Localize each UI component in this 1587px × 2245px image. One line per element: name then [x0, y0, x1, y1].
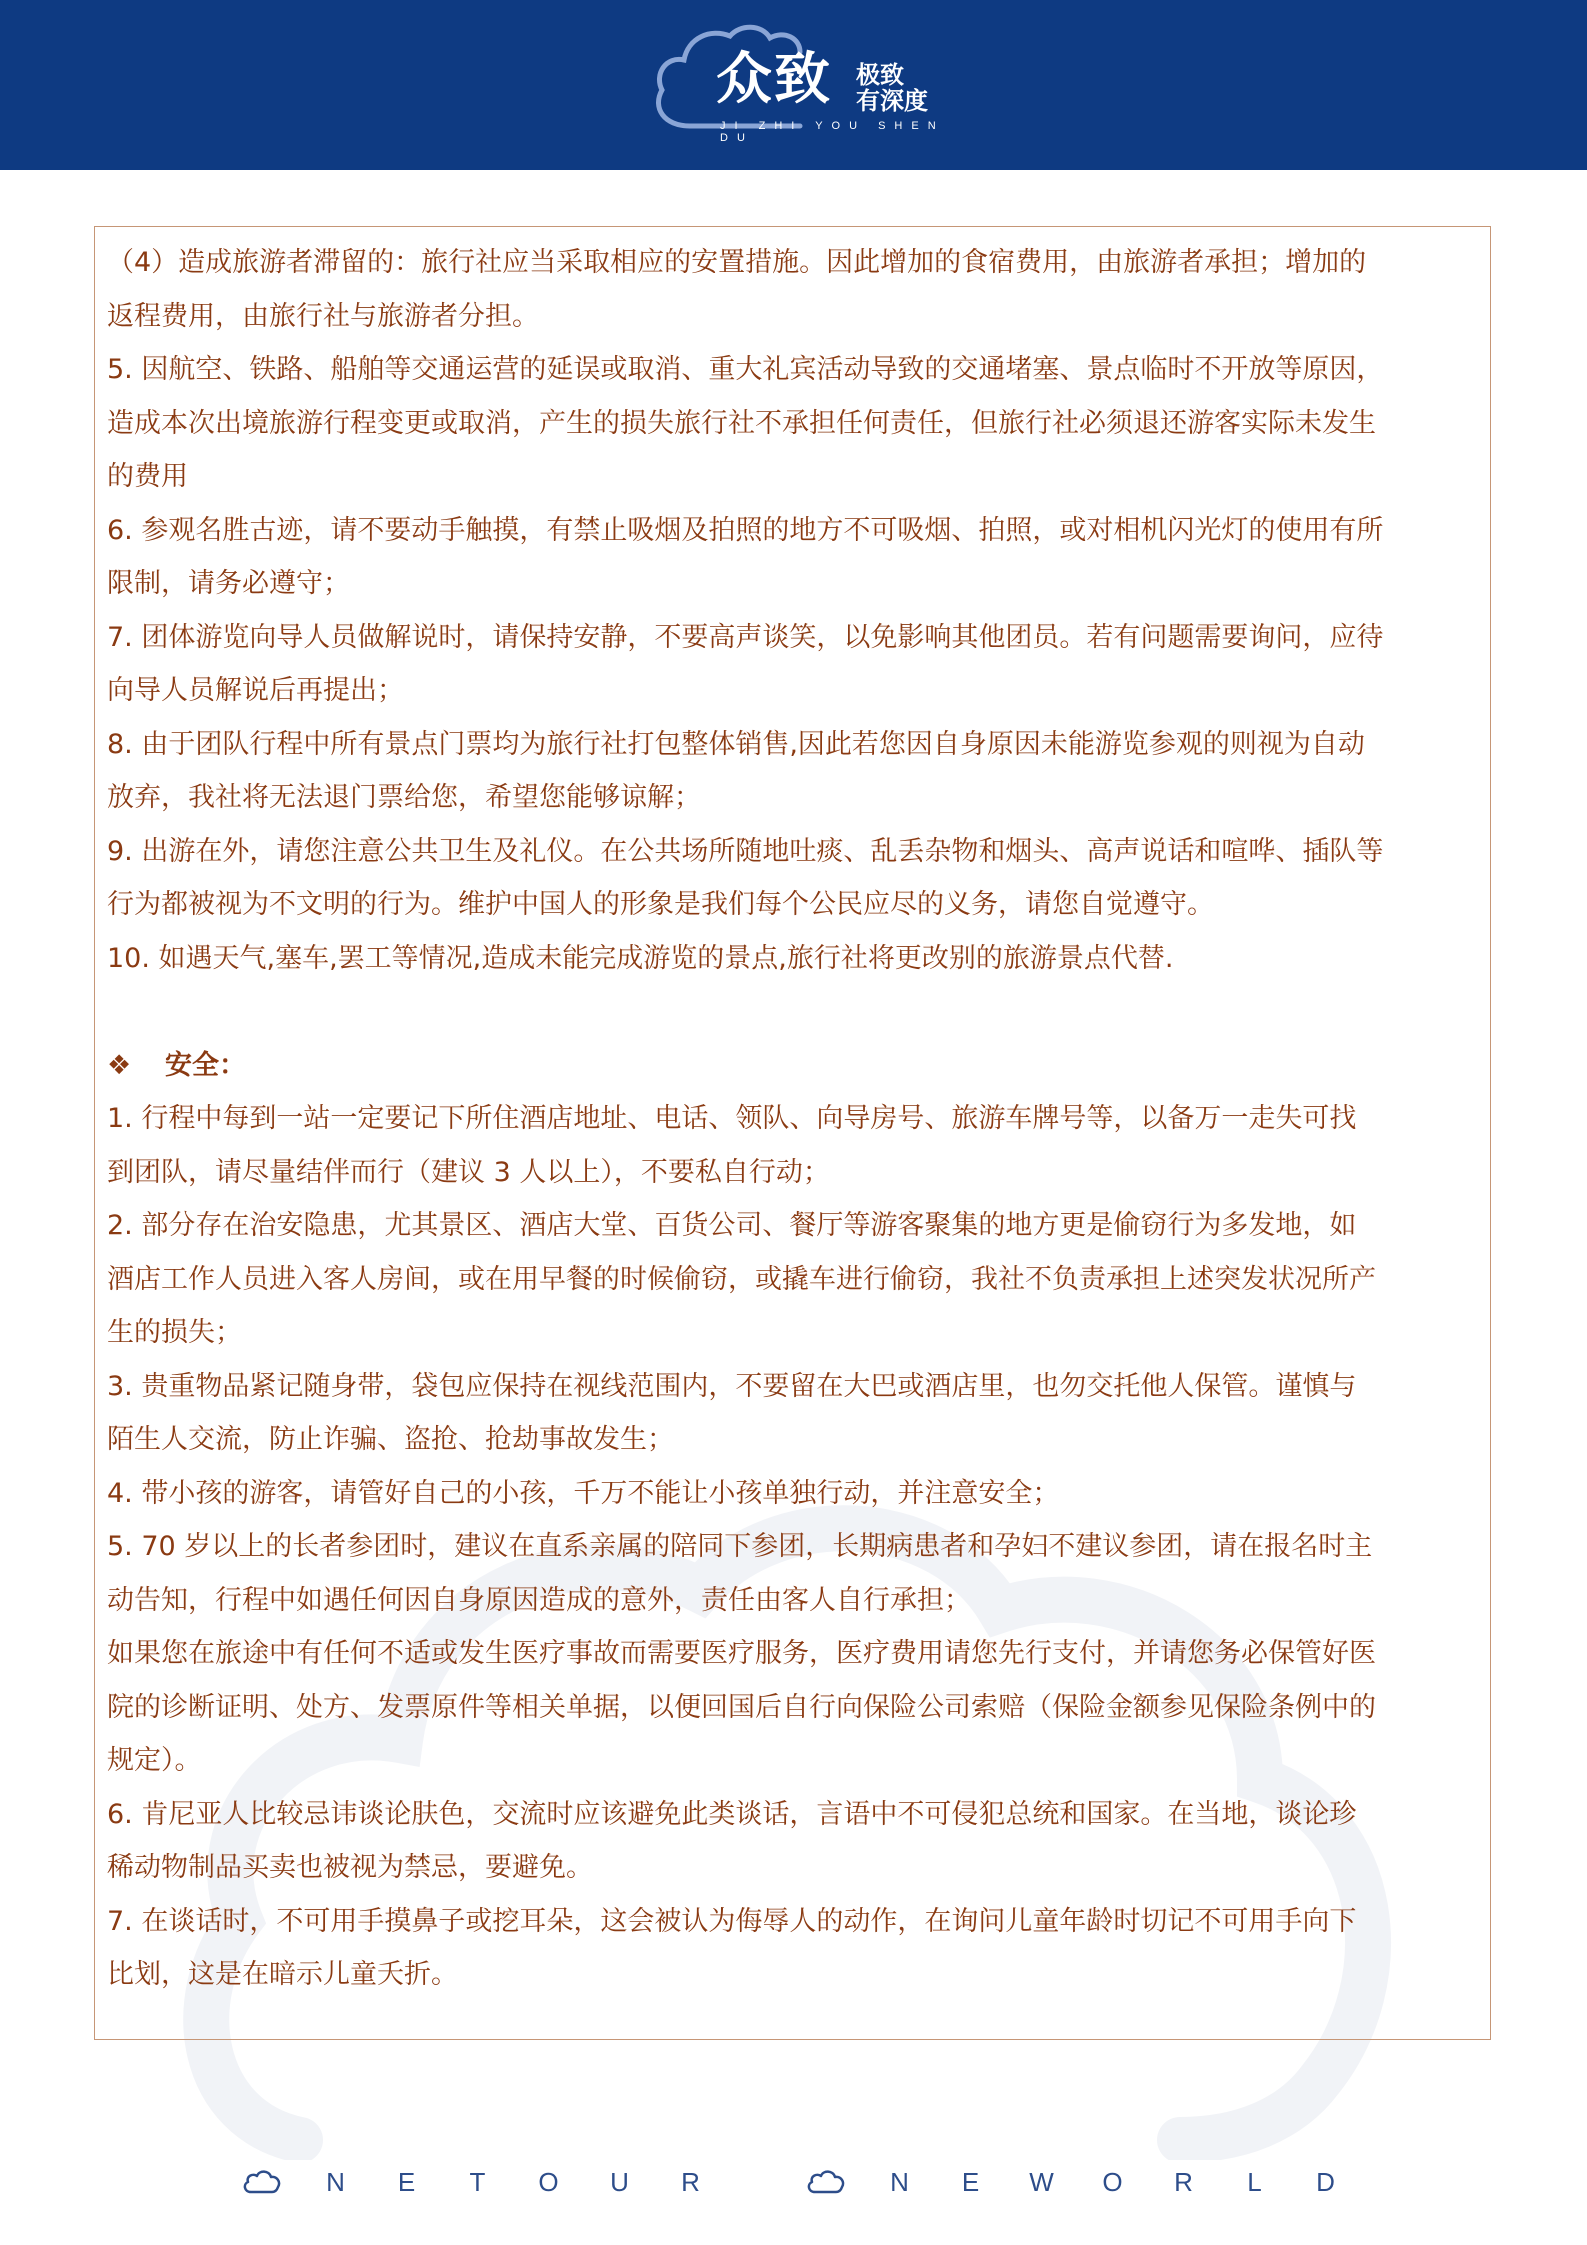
page-footer — [0, 2152, 1587, 2212]
text-line: 7. 在谈话时，不可用手摸鼻子或挖耳朵，这会被认为侮辱人的动作，在询问儿童年龄时切记不可用手向下 — [107, 1905, 1357, 1937]
general-notes — [107, 236, 1487, 985]
text-line: 限制，请务必遵守； — [107, 568, 350, 599]
text-line: 造成本次出境旅游行程变更或取消，产生的损失旅行社不承担任何责任，但旅行社必须退还游客实际未发生 — [107, 407, 1376, 439]
text-line: 稀动物制品买卖也被视为禁忌，要避免。 — [107, 1852, 593, 1883]
footer-letter: L — [1247, 2166, 1262, 2197]
footer-letter: W — [1029, 2166, 1054, 2197]
footer-letter: O — [538, 2166, 559, 2197]
text-line: 5. 因航空、铁路、船舶等交通运营的延误或取消、重大礼宾活动导致的交通堵塞、景点临时不开放等原因， — [107, 354, 1384, 385]
footer-letter: E — [961, 2166, 980, 2197]
footer-letter: E — [397, 2166, 416, 2197]
text-line: 酒店工作人员进入客人房间，或在用早餐的时候偷窃，或撬车进行偷窃，我社不负责承担上述突发状况所产 — [107, 1263, 1376, 1295]
footer-letter: N — [890, 2166, 909, 2197]
text-line: 生的损失； — [107, 1317, 242, 1348]
text-line: 1. 行程中每到一站一定要记下所住酒店地址、电话、领队、向导房号、旅游车牌号等，以备万一走失可找 — [107, 1103, 1357, 1134]
footer-neworld — [806, 2152, 1361, 2212]
text-line: 返程费用，由旅行社与旅游者分担。 — [107, 300, 539, 332]
text-line: 6. 参观名胜古迹，请不要动手触摸，有禁止吸烟及拍照的地方不可吸烟、拍照，或对相机闪光灯的使用有所 — [107, 514, 1384, 546]
footer-letter: R — [1174, 2166, 1193, 2197]
safety-heading — [107, 1039, 1487, 1093]
logo-main-text: 众致 — [716, 47, 832, 112]
footer-letter: U — [610, 2166, 629, 2197]
footer-netour — [242, 2152, 726, 2212]
logo-pinyin: JI ZHI YOU SHEN DU — [720, 120, 945, 144]
footer-letter: N — [326, 2166, 345, 2197]
cloud-icon — [242, 2169, 282, 2195]
text-line: 放弃，我社将无法退门票给您，希望您能够谅解； — [107, 782, 701, 813]
text-line: （4）造成旅游者滞留的：旅行社应当采取相应的安置措施。因此增加的食宿费用，由旅游者承担；增加的 — [107, 247, 1367, 278]
text-line: 9. 出游在外，请您注意公共卫生及礼仪。在公共场所随地吐痰、乱丢杂物和烟头、高声说话和喧哗、插队等 — [107, 835, 1384, 867]
text-line: 比划，这是在暗示儿童夭折。 — [107, 1959, 458, 1990]
diamond-bullet-icon: ❖ — [107, 1049, 132, 1081]
text-line: 到团队，请尽量结伴而行（建议 3 人以上），不要私自行动； — [107, 1156, 830, 1188]
text-line: 7. 团体游览向导人员做解说时，请保持安静，不要高声谈笑，以免影响其他团员。若有问题需要询问，应待 — [107, 621, 1384, 653]
footer-word-neworld — [864, 2167, 1361, 2198]
footer-word-netour — [300, 2167, 726, 2198]
text-line: 5. 70 岁以上的长者参团时，建议在直系亲属的陪同下参团，长期病患者和孕妇不建议参团，请在报名时主 — [107, 1531, 1373, 1562]
footer-letter: R — [681, 2166, 700, 2197]
footer-letter: T — [469, 2166, 486, 2197]
logo-tagline-line1: 极致 — [856, 61, 904, 89]
footer-letter: O — [1102, 2166, 1123, 2197]
text-line: 6. 肯尼亚人比较忌讳谈论肤色，交流时应该避免此类谈话，言语中不可侵犯总统和国家。在当地，谈论珍 — [107, 1798, 1357, 1830]
text-line: 8. 由于团队行程中所有景点门票均为旅行社打包整体销售,因此若您因自身原因未能游览参观的则视为自动 — [107, 728, 1365, 760]
text-line: 3. 贵重物品紧记随身带，袋包应保持在视线范围内，不要留在大巴或酒店里，也勿交托他人保管。谨慎与 — [107, 1370, 1357, 1402]
footer-letter: D — [1316, 2166, 1335, 2197]
text-line: 陌生人交流，防止诈骗、盗抢、抢劫事故发生； — [107, 1424, 674, 1455]
text-line: 行为都被视为不文明的行为。维护中国人的形象是我们每个公民应尽的义务，请您自觉遵守。 — [107, 889, 1214, 920]
text-line: 动告知，行程中如遇任何因自身原因造成的意外，责任由客人自行承担； — [107, 1584, 971, 1616]
safety-notes — [107, 1092, 1487, 2002]
text-line: 的费用 — [107, 461, 188, 492]
text-line: 向导人员解说后再提出； — [107, 675, 404, 706]
text-line: 4. 带小孩的游客，请管好自己的小孩，千万不能让小孩单独行动，并注意安全； — [107, 1477, 1060, 1509]
notice-content — [107, 236, 1487, 2002]
text-line: 规定）。 — [107, 1745, 202, 1776]
text-line: 院的诊断证明、处方、发票原件等相关单据，以便回国后自行向保险公司索赔（保险金额参见保险条例中的 — [107, 1691, 1376, 1723]
text-line: 如果您在旅途中有任何不适或发生医疗事故而需要医疗服务，医疗费用请您先行支付，并请您务必保管好医 — [107, 1638, 1376, 1669]
safety-heading-label: 安全： — [165, 1049, 246, 1081]
page-header — [0, 0, 1587, 170]
cloud-icon — [806, 2169, 846, 2195]
spacer — [107, 985, 1487, 1039]
logo-tagline-line2: 有深度 — [856, 87, 928, 115]
text-line: 2. 部分存在治安隐患，尤其景区、酒店大堂、百货公司、餐厅等游客聚集的地方更是偷窃行为多发地，如 — [107, 1210, 1357, 1241]
text-line: 10. 如遇天气,塞车,罢工等情况,造成未能完成游览的景点,旅行社将更改别的旅游景点代替. — [107, 942, 1174, 974]
brand-logo — [650, 22, 950, 142]
logo-tagline — [856, 62, 946, 114]
